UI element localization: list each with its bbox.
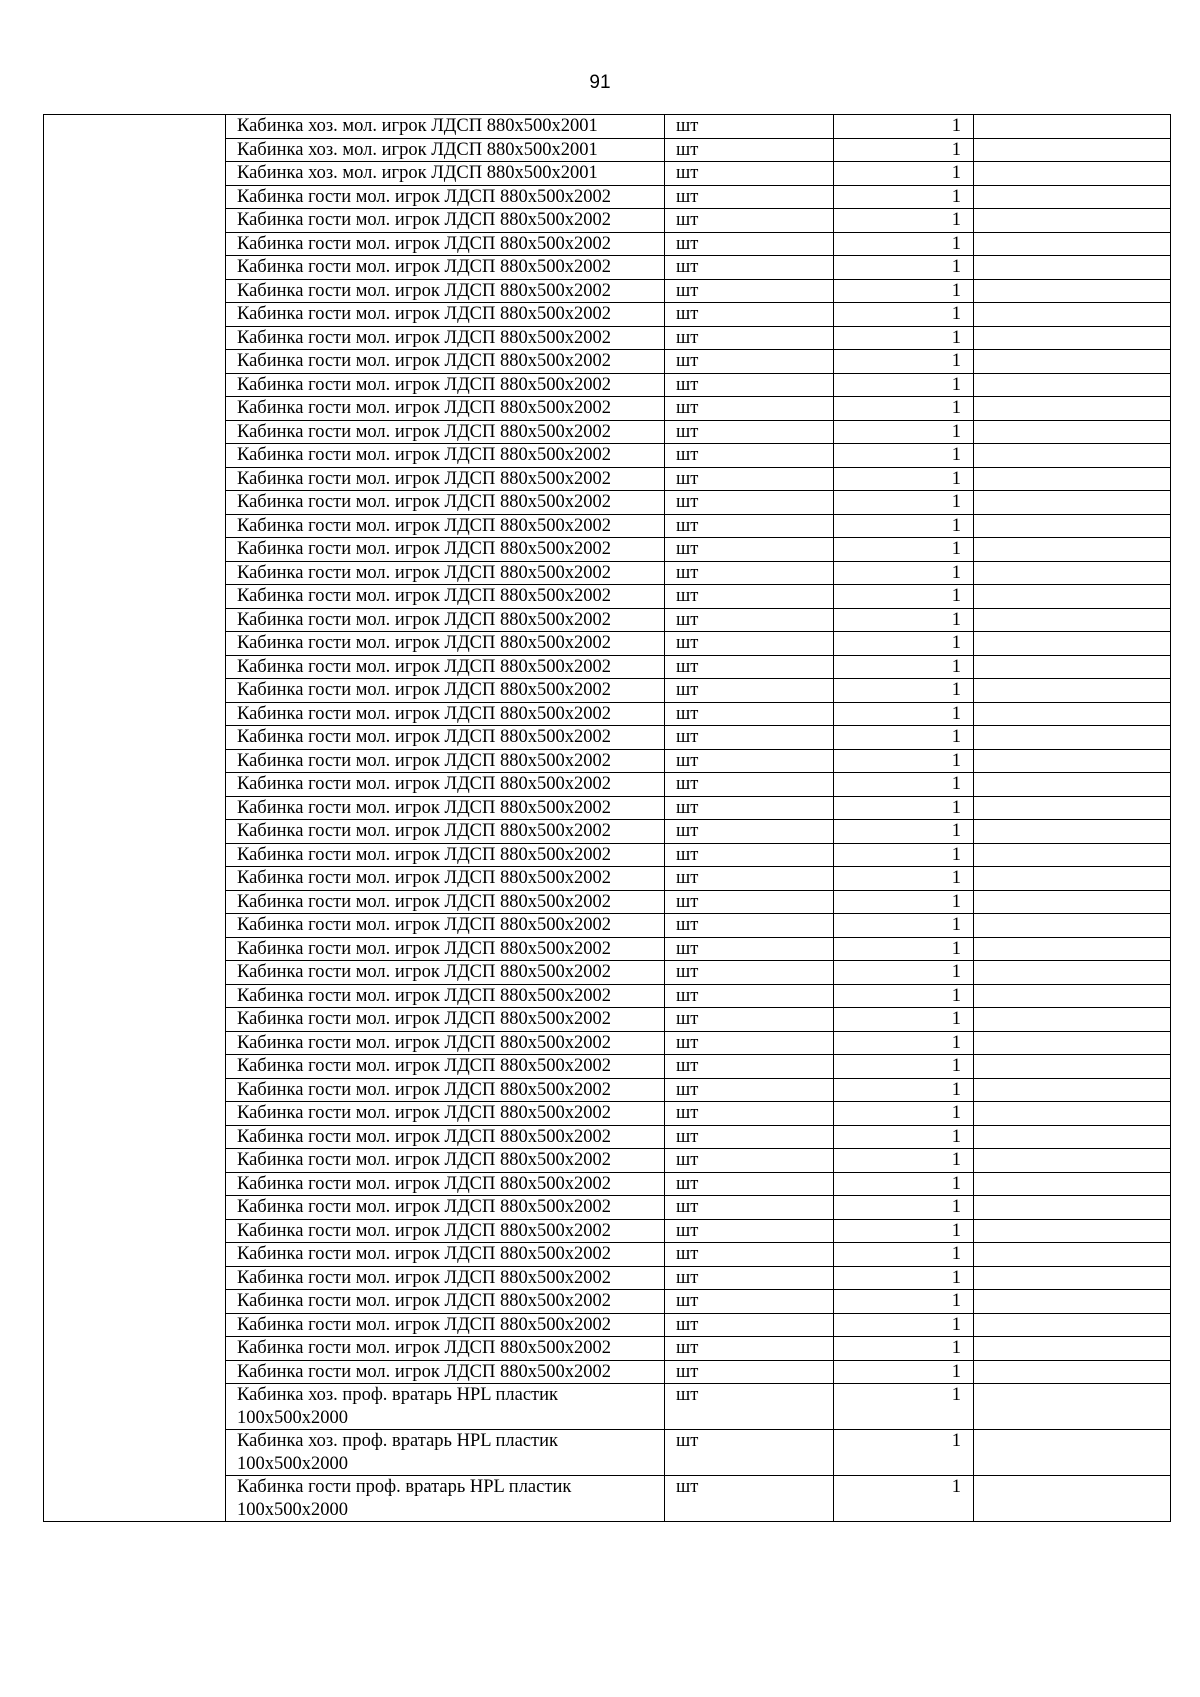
item-name-cell: Кабинка гости мол. игрок ЛДСП 880х500х2002	[226, 820, 665, 844]
unit-cell: шт	[665, 1219, 834, 1243]
note-cell	[974, 608, 1171, 632]
unit-cell: шт	[665, 1313, 834, 1337]
item-name-cell: Кабинка гости мол. игрок ЛДСП 880х500х2002	[226, 749, 665, 773]
item-name-cell: Кабинка гости мол. игрок ЛДСП 880х500х2002	[226, 397, 665, 421]
item-name-cell: Кабинка гости мол. игрок ЛДСП 880х500х2002	[226, 679, 665, 703]
quantity-cell: 1	[834, 1008, 974, 1032]
quantity-cell: 1	[834, 397, 974, 421]
quantity-cell: 1	[834, 585, 974, 609]
note-cell	[974, 538, 1171, 562]
unit-cell: шт	[665, 820, 834, 844]
note-cell	[974, 1384, 1171, 1430]
item-name-cell: Кабинка хоз. мол. игрок ЛДСП 880х500х2001	[226, 138, 665, 162]
note-cell	[974, 914, 1171, 938]
item-name-cell: Кабинка гости мол. игрок ЛДСП 880х500х2002	[226, 491, 665, 515]
unit-cell: шт	[665, 984, 834, 1008]
quantity-cell: 1	[834, 1266, 974, 1290]
item-name-cell: Кабинка гости мол. игрок ЛДСП 880х500х2002	[226, 1243, 665, 1267]
quantity-cell: 1	[834, 1290, 974, 1314]
unit-cell: шт	[665, 115, 834, 139]
unit-cell: шт	[665, 1031, 834, 1055]
note-cell	[974, 256, 1171, 280]
item-name-cell: Кабинка гости мол. игрок ЛДСП 880х500х2002	[226, 608, 665, 632]
quantity-cell: 1	[834, 373, 974, 397]
quantity-cell: 1	[834, 1384, 974, 1430]
quantity-cell: 1	[834, 679, 974, 703]
unit-cell: шт	[665, 1078, 834, 1102]
quantity-cell: 1	[834, 514, 974, 538]
note-cell	[974, 1078, 1171, 1102]
unit-cell: шт	[665, 1266, 834, 1290]
note-cell	[974, 279, 1171, 303]
item-name-cell: Кабинка гости мол. игрок ЛДСП 880х500х2002	[226, 373, 665, 397]
item-name-cell: Кабинка гости мол. игрок ЛДСП 880х500х2002	[226, 1102, 665, 1126]
unit-cell: шт	[665, 256, 834, 280]
item-name-cell: Кабинка гости мол. игрок ЛДСП 880х500х2002	[226, 1290, 665, 1314]
note-cell	[974, 1430, 1171, 1476]
quantity-cell: 1	[834, 1031, 974, 1055]
quantity-cell: 1	[834, 1055, 974, 1079]
quantity-cell: 1	[834, 961, 974, 985]
unit-cell: шт	[665, 1430, 834, 1476]
quantity-cell: 1	[834, 937, 974, 961]
quantity-cell: 1	[834, 185, 974, 209]
unit-cell: шт	[665, 796, 834, 820]
quantity-cell: 1	[834, 561, 974, 585]
item-name-cell: Кабинка гости мол. игрок ЛДСП 880х500х2002	[226, 232, 665, 256]
quantity-cell: 1	[834, 444, 974, 468]
item-name-cell: Кабинка гости мол. игрок ЛДСП 880х500х2002	[226, 843, 665, 867]
note-cell	[974, 209, 1171, 233]
item-name-cell: Кабинка гости мол. игрок ЛДСП 880х500х2002	[226, 420, 665, 444]
unit-cell: шт	[665, 138, 834, 162]
note-cell	[974, 1102, 1171, 1126]
quantity-cell: 1	[834, 1196, 974, 1220]
unit-cell: шт	[665, 373, 834, 397]
quantity-cell: 1	[834, 1102, 974, 1126]
item-name-cell: Кабинка гости мол. игрок ЛДСП 880х500х2002	[226, 350, 665, 374]
unit-cell: шт	[665, 726, 834, 750]
unit-cell: шт	[665, 1384, 834, 1430]
unit-cell: шт	[665, 279, 834, 303]
quantity-cell: 1	[834, 1243, 974, 1267]
note-cell	[974, 773, 1171, 797]
item-name-cell: Кабинка гости мол. игрок ЛДСП 880х500х2002	[226, 890, 665, 914]
item-name-cell: Кабинка гости мол. игрок ЛДСП 880х500х2002	[226, 561, 665, 585]
unit-cell: шт	[665, 185, 834, 209]
note-cell	[974, 1243, 1171, 1267]
unit-cell: шт	[665, 914, 834, 938]
unit-cell: шт	[665, 1476, 834, 1522]
quantity-cell: 1	[834, 1476, 974, 1522]
quantity-cell: 1	[834, 773, 974, 797]
note-cell	[974, 1290, 1171, 1314]
note-cell	[974, 1008, 1171, 1032]
unit-cell: шт	[665, 937, 834, 961]
item-name-cell: Кабинка гости мол. игрок ЛДСП 880х500х2002	[226, 1125, 665, 1149]
unit-cell: шт	[665, 961, 834, 985]
note-cell	[974, 820, 1171, 844]
unit-cell: шт	[665, 1290, 834, 1314]
quantity-cell: 1	[834, 867, 974, 891]
note-cell	[974, 1149, 1171, 1173]
note-cell	[974, 115, 1171, 139]
item-name-cell: Кабинка гости мол. игрок ЛДСП 880х500х2002	[226, 1008, 665, 1032]
item-name-cell: Кабинка гости мол. игрок ЛДСП 880х500х2002	[226, 1031, 665, 1055]
item-name-cell: Кабинка гости мол. игрок ЛДСП 880х500х2002	[226, 655, 665, 679]
unit-cell: шт	[665, 1360, 834, 1384]
quantity-cell: 1	[834, 843, 974, 867]
note-cell	[974, 1476, 1171, 1522]
unit-cell: шт	[665, 1149, 834, 1173]
table-row	[44, 115, 1171, 139]
quantity-cell: 1	[834, 256, 974, 280]
item-name-cell: Кабинка гости мол. игрок ЛДСП 880х500х2002	[226, 209, 665, 233]
unit-cell: шт	[665, 679, 834, 703]
note-cell	[974, 702, 1171, 726]
unit-cell: шт	[665, 585, 834, 609]
note-cell	[974, 561, 1171, 585]
note-cell	[974, 585, 1171, 609]
unit-cell: шт	[665, 303, 834, 327]
item-name-cell: Кабинка гости мол. игрок ЛДСП 880х500х2002	[226, 937, 665, 961]
item-name-cell: Кабинка гости мол. игрок ЛДСП 880х500х2002	[226, 1149, 665, 1173]
quantity-cell: 1	[834, 1078, 974, 1102]
note-cell	[974, 1055, 1171, 1079]
item-name-cell: Кабинка гости мол. игрок ЛДСП 880х500х2002	[226, 444, 665, 468]
item-name-cell: Кабинка гости мол. игрок ЛДСП 880х500х2002	[226, 279, 665, 303]
item-name-cell: Кабинка гости мол. игрок ЛДСП 880х500х2002	[226, 256, 665, 280]
quantity-cell: 1	[834, 326, 974, 350]
quantity-cell: 1	[834, 162, 974, 186]
note-cell	[974, 726, 1171, 750]
quantity-cell: 1	[834, 702, 974, 726]
note-cell	[974, 1337, 1171, 1361]
quantity-cell: 1	[834, 232, 974, 256]
quantity-cell: 1	[834, 726, 974, 750]
items-table	[43, 114, 1171, 1522]
item-name-cell: Кабинка гости мол. игрок ЛДСП 880х500х2002	[226, 1337, 665, 1361]
item-name-cell: Кабинка гости мол. игрок ЛДСП 880х500х2002	[226, 726, 665, 750]
unit-cell: шт	[665, 890, 834, 914]
note-cell	[974, 350, 1171, 374]
quantity-cell: 1	[834, 1125, 974, 1149]
unit-cell: шт	[665, 773, 834, 797]
unit-cell: шт	[665, 209, 834, 233]
item-name-cell: Кабинка гости мол. игрок ЛДСП 880х500х2002	[226, 538, 665, 562]
note-cell	[974, 1196, 1171, 1220]
item-name-cell: Кабинка хоз. проф. вратарь HPL пластик 100х500х2000	[226, 1430, 665, 1476]
quantity-cell: 1	[834, 820, 974, 844]
item-name-cell: Кабинка гости мол. игрок ЛДСП 880х500х2002	[226, 632, 665, 656]
unit-cell: шт	[665, 867, 834, 891]
unit-cell: шт	[665, 1243, 834, 1267]
item-name-cell: Кабинка хоз. проф. вратарь HPL пластик 100х500х2000	[226, 1384, 665, 1430]
quantity-cell: 1	[834, 655, 974, 679]
item-name-cell: Кабинка хоз. мол. игрок ЛДСП 880х500х2001	[226, 162, 665, 186]
note-cell	[974, 185, 1171, 209]
note-cell	[974, 444, 1171, 468]
item-name-cell: Кабинка гости мол. игрок ЛДСП 880х500х2002	[226, 185, 665, 209]
unit-cell: шт	[665, 1125, 834, 1149]
quantity-cell: 1	[834, 538, 974, 562]
item-name-cell: Кабинка гости мол. игрок ЛДСП 880х500х2002	[226, 984, 665, 1008]
note-cell	[974, 514, 1171, 538]
quantity-cell: 1	[834, 1337, 974, 1361]
note-cell	[974, 937, 1171, 961]
unit-cell: шт	[665, 1008, 834, 1032]
note-cell	[974, 232, 1171, 256]
unit-cell: шт	[665, 632, 834, 656]
quantity-cell: 1	[834, 350, 974, 374]
unit-cell: шт	[665, 444, 834, 468]
note-cell	[974, 679, 1171, 703]
quantity-cell: 1	[834, 749, 974, 773]
note-cell	[974, 162, 1171, 186]
note-cell	[974, 890, 1171, 914]
item-name-cell: Кабинка гости мол. игрок ЛДСП 880х500х2002	[226, 796, 665, 820]
unit-cell: шт	[665, 1102, 834, 1126]
unit-cell: шт	[665, 1196, 834, 1220]
item-name-cell: Кабинка гости мол. игрок ЛДСП 880х500х2002	[226, 961, 665, 985]
unit-cell: шт	[665, 538, 834, 562]
quantity-cell: 1	[834, 279, 974, 303]
unit-cell: шт	[665, 1337, 834, 1361]
item-name-cell: Кабинка гости мол. игрок ЛДСП 880х500х2002	[226, 1055, 665, 1079]
note-cell	[974, 655, 1171, 679]
unit-cell: шт	[665, 467, 834, 491]
note-cell	[974, 467, 1171, 491]
unit-cell: шт	[665, 749, 834, 773]
quantity-cell: 1	[834, 984, 974, 1008]
unit-cell: шт	[665, 655, 834, 679]
item-name-cell: Кабинка гости мол. игрок ЛДСП 880х500х2002	[226, 326, 665, 350]
unit-cell: шт	[665, 350, 834, 374]
quantity-cell: 1	[834, 1172, 974, 1196]
quantity-cell: 1	[834, 420, 974, 444]
note-cell	[974, 1219, 1171, 1243]
items-table-body	[44, 115, 1171, 1522]
item-name-cell: Кабинка гости мол. игрок ЛДСП 880х500х2002	[226, 773, 665, 797]
quantity-cell: 1	[834, 303, 974, 327]
note-cell	[974, 984, 1171, 1008]
note-cell	[974, 1031, 1171, 1055]
note-cell	[974, 632, 1171, 656]
section-cell	[44, 115, 226, 1522]
quantity-cell: 1	[834, 467, 974, 491]
unit-cell: шт	[665, 162, 834, 186]
item-name-cell: Кабинка гости мол. игрок ЛДСП 880х500х2002	[226, 303, 665, 327]
note-cell	[974, 749, 1171, 773]
quantity-cell: 1	[834, 1313, 974, 1337]
note-cell	[974, 1360, 1171, 1384]
item-name-cell: Кабинка гости проф. вратарь HPL пластик 100х500х2000	[226, 1476, 665, 1522]
item-name-cell: Кабинка гости мол. игрок ЛДСП 880х500х2002	[226, 1266, 665, 1290]
quantity-cell: 1	[834, 796, 974, 820]
quantity-cell: 1	[834, 890, 974, 914]
item-name-cell: Кабинка гости мол. игрок ЛДСП 880х500х2002	[226, 914, 665, 938]
note-cell	[974, 397, 1171, 421]
unit-cell: шт	[665, 1172, 834, 1196]
item-name-cell: Кабинка гости мол. игрок ЛДСП 880х500х2002	[226, 585, 665, 609]
quantity-cell: 1	[834, 632, 974, 656]
unit-cell: шт	[665, 397, 834, 421]
note-cell	[974, 796, 1171, 820]
quantity-cell: 1	[834, 209, 974, 233]
quantity-cell: 1	[834, 914, 974, 938]
note-cell	[974, 961, 1171, 985]
unit-cell: шт	[665, 608, 834, 632]
item-name-cell: Кабинка гости мол. игрок ЛДСП 880х500х2002	[226, 867, 665, 891]
unit-cell: шт	[665, 561, 834, 585]
quantity-cell: 1	[834, 1360, 974, 1384]
item-name-cell: Кабинка гости мол. игрок ЛДСП 880х500х2002	[226, 702, 665, 726]
quantity-cell: 1	[834, 115, 974, 139]
quantity-cell: 1	[834, 491, 974, 515]
item-name-cell: Кабинка хоз. мол. игрок ЛДСП 880х500х2001	[226, 115, 665, 139]
note-cell	[974, 373, 1171, 397]
note-cell	[974, 491, 1171, 515]
quantity-cell: 1	[834, 1430, 974, 1476]
note-cell	[974, 138, 1171, 162]
item-name-cell: Кабинка гости мол. игрок ЛДСП 880х500х2002	[226, 1313, 665, 1337]
note-cell	[974, 1125, 1171, 1149]
quantity-cell: 1	[834, 138, 974, 162]
quantity-cell: 1	[834, 1149, 974, 1173]
item-name-cell: Кабинка гости мол. игрок ЛДСП 880х500х2002	[226, 1172, 665, 1196]
item-name-cell: Кабинка гости мол. игрок ЛДСП 880х500х2002	[226, 514, 665, 538]
quantity-cell: 1	[834, 608, 974, 632]
unit-cell: шт	[665, 326, 834, 350]
unit-cell: шт	[665, 491, 834, 515]
item-name-cell: Кабинка гости мол. игрок ЛДСП 880х500х2002	[226, 1078, 665, 1102]
item-name-cell: Кабинка гости мол. игрок ЛДСП 880х500х2002	[226, 467, 665, 491]
item-name-cell: Кабинка гости мол. игрок ЛДСП 880х500х2002	[226, 1219, 665, 1243]
quantity-cell: 1	[834, 1219, 974, 1243]
note-cell	[974, 867, 1171, 891]
note-cell	[974, 1266, 1171, 1290]
unit-cell: шт	[665, 843, 834, 867]
unit-cell: шт	[665, 1055, 834, 1079]
item-name-cell: Кабинка гости мол. игрок ЛДСП 880х500х2002	[226, 1196, 665, 1220]
note-cell	[974, 1172, 1171, 1196]
unit-cell: шт	[665, 514, 834, 538]
note-cell	[974, 303, 1171, 327]
item-name-cell: Кабинка гости мол. игрок ЛДСП 880х500х2002	[226, 1360, 665, 1384]
note-cell	[974, 420, 1171, 444]
note-cell	[974, 843, 1171, 867]
page-number: 91	[589, 72, 611, 93]
note-cell	[974, 1313, 1171, 1337]
unit-cell: шт	[665, 702, 834, 726]
unit-cell: шт	[665, 420, 834, 444]
note-cell	[974, 326, 1171, 350]
unit-cell: шт	[665, 232, 834, 256]
